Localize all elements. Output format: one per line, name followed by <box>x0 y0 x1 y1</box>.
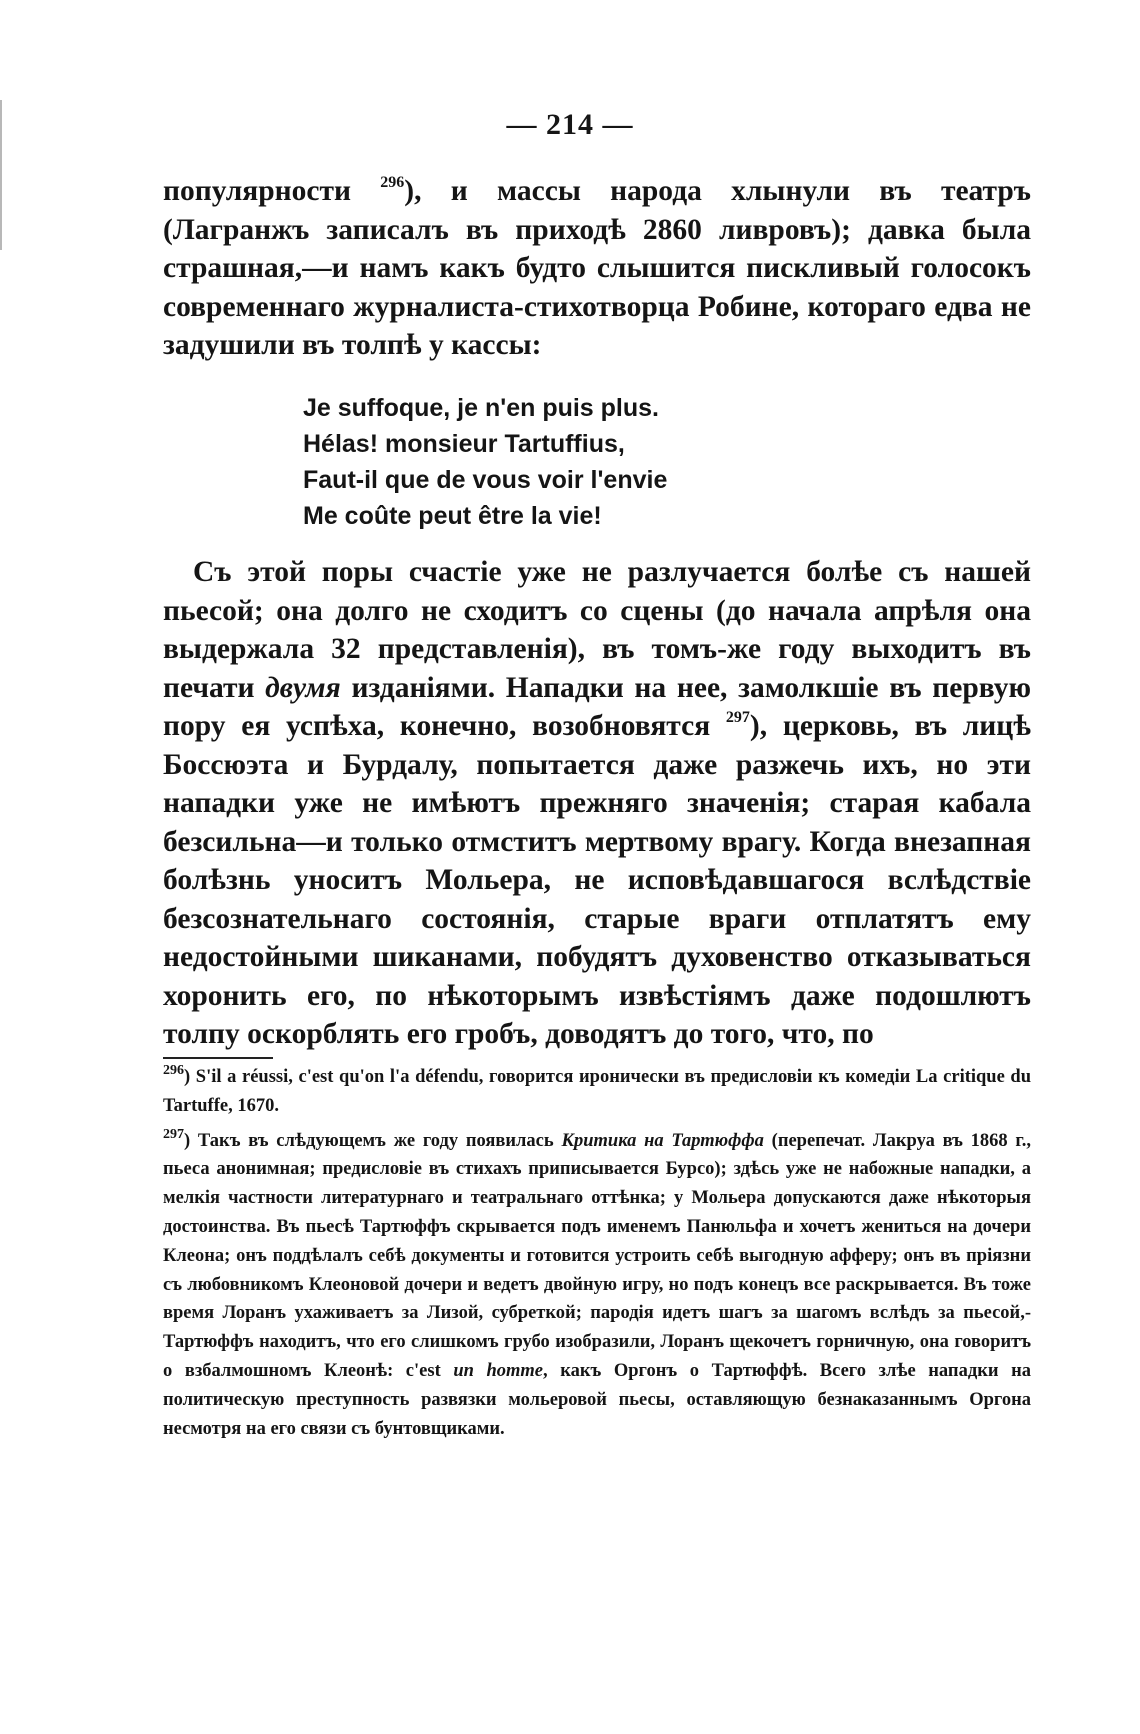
footnote-297-italic-title: Критика на Тартюффа <box>561 1130 764 1151</box>
footnote-mark-296: 296 <box>163 1063 184 1078</box>
paragraph-2 <box>163 553 1031 1054</box>
paragraph-1 <box>163 172 1031 365</box>
footnote-297-italic-phrase: un homme <box>453 1360 544 1381</box>
paragraph-2-part-2: изданіями. Нападки на нее, замолкшіе въ первую пору ея успѣха, конечно, возобновятся <box>163 671 1032 742</box>
verse-quote <box>303 390 863 534</box>
footnote-ref-297[interactable]: 297 <box>725 709 750 726</box>
footnote-296 <box>163 1063 1031 1121</box>
paragraph-2-italic: двумя <box>265 671 341 704</box>
verse-line-1: Je suffoque, je n'en puis plus. <box>303 394 659 422</box>
page-number: — 214 — <box>506 108 634 141</box>
footnote-mark-297: 297 <box>163 1126 184 1142</box>
verse-line-3: Faut-il que de vous voir l'envie <box>303 466 668 494</box>
paragraph-1-text-end: ), и массы народа хлынули въ театръ (Лагранжъ записалъ въ приходѣ 2860 ливровъ); давка была страшная,—и намъ какъ будто слышится пискливый голосокъ современнаго журналиста-стихотворца Робине, котораго едва не задушили въ толпѣ у кассы: <box>163 175 1031 361</box>
footnotes <box>163 1063 1031 1449</box>
footnote-297-part-2: (перепечат. Лакруа въ 1868 г., пьеса анонимная; предисловіе въ стихахъ приписывается Бурсо); здѣсь уже не набожные нападки, а мелкія частности литературнаго и театральнаго оттѣнка; у Мольера допускаются даже нѣкоторыя достоинства. Въ пьесѣ Тартюффъ скрывается подъ именемъ Панюльфа и хочетъ жениться на дочери Клеона; онъ поддѣлалъ себѣ документы и готовится устроить себѣ выгодную афферу; онъ въ пріязни съ любовникомъ Клеоновой дочери и ведетъ двойную игру, но подъ конецъ все раскрывается. Въ тоже время Лоранъ ухаживаетъ за Лизой, субреткой; пародія идетъ шагъ за шагомъ вслѣдъ за пьесой,- Тартюффъ находитъ, что его слишкомъ грубо изобразили, Лоранъ щекочетъ горничную, она говоритъ о взбалмошномъ Клеонѣ: c'est <box>163 1130 1031 1381</box>
paragraph-2-part-3: ), церковь, въ лицѣ Боссюэта и Бурдалу, попытается даже разжечь ихъ, но эти нападки уже не имѣютъ прежняго значенія; старая кабала безсильна—и только отмститъ мертвому врагу. Когда внезапная болѣзнь уноситъ Мольера, не исповѣдавшагося вслѣдствіе безсознательнаго состоянія, старые враги отплатятъ ему недостойными шиканами, побудятъ духовенство отказываться хоронить его, по нѣкоторымъ извѣстіямъ даже подошлютъ толпу оскорблять его гробъ, доводятъ до того, что, по <box>163 710 1031 1050</box>
footnote-297-part-1: ) Такъ въ слѣдующемъ же году появилась <box>184 1130 562 1151</box>
footnote-ref-296[interactable]: 296 <box>380 174 405 191</box>
footnote-297 <box>163 1127 1031 1444</box>
footnote-divider <box>163 1057 273 1059</box>
footnote-297-part-3: , какъ Оргонъ о Тартюффѣ. Всего злѣе нападки на политическую преступность развязки мольеровой пьесы, оставляющую безнаказаннымъ Оргона несмотря на его связи съ бунтовщиками. <box>163 1360 1032 1439</box>
verse-line-2: Hélas! monsieur Tartuffius, <box>303 430 625 458</box>
paragraph-2-part-1: Съ этой поры счастіе уже не разлучается болѣе съ нашей пьесой; она долго не сходитъ со сцены (до начала апрѣля она выдержала 32 представленія), въ томъ-же году выходитъ въ печати <box>163 556 1031 704</box>
verse-line-4: Me coûte peut être la vie! <box>303 502 602 530</box>
footnote-296-text: ) S'il a réussi, c'est qu'on l'a défendu, говорится иронически въ предисловіи къ комедіи La critique du Tartuffe, 1670. <box>163 1067 1031 1116</box>
paragraph-1-text-start: популярности <box>163 175 381 207</box>
